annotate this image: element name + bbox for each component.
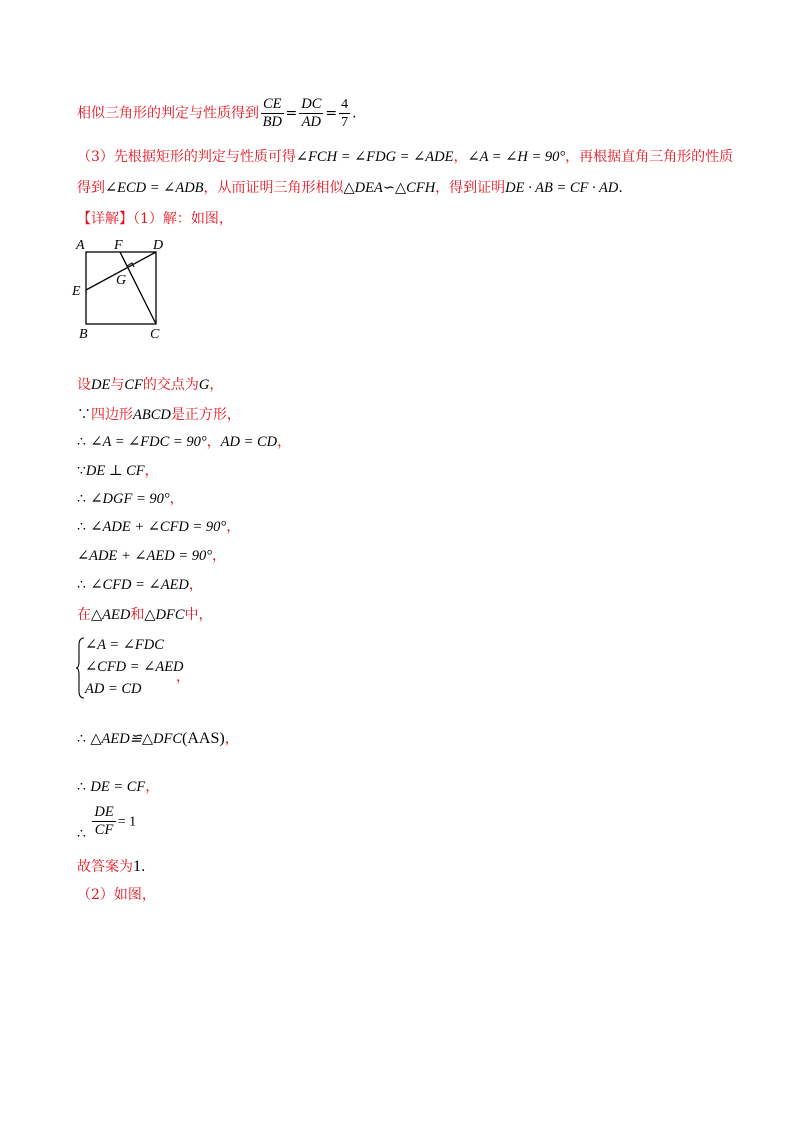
- label-e: E: [72, 284, 81, 299]
- math: DE = CF: [90, 779, 146, 795]
- equation: ∠CFD = ∠AED: [85, 659, 184, 675]
- math: ∠A = ∠FDC = 90°: [90, 434, 207, 450]
- fraction: [339, 96, 350, 131]
- text: 在: [77, 607, 91, 623]
- math: ∠DGF = 90°: [90, 491, 170, 507]
- period: .: [352, 105, 357, 122]
- period: .: [618, 180, 623, 196]
- text: ，得到证明: [435, 180, 506, 196]
- math: △DEA∽△CFH: [343, 180, 436, 196]
- denominator: BD: [262, 114, 282, 130]
- text: ，: [206, 434, 221, 450]
- text: ，: [144, 463, 159, 479]
- text-line: [77, 776, 159, 796]
- text-line: [77, 374, 223, 394]
- math: ∠FCH = ∠FDG = ∠ADE: [295, 149, 454, 165]
- text: ，: [188, 577, 203, 593]
- math: G: [198, 377, 210, 393]
- numerator: 4: [341, 97, 349, 112]
- label-d: D: [153, 238, 164, 253]
- therefore-symbol: ∴: [77, 434, 86, 450]
- equals: =: [325, 105, 338, 122]
- square-abcd: [86, 252, 156, 324]
- text: ，: [224, 731, 239, 747]
- math: DE: [91, 377, 111, 393]
- math: = 1: [117, 814, 137, 830]
- math: 1: [133, 858, 141, 875]
- math: ∠ADE + ∠AED = 90°: [77, 548, 213, 564]
- text: ，: [145, 779, 160, 795]
- text: 四边形: [91, 407, 133, 423]
- numerator: CE: [263, 96, 282, 112]
- text-line: [77, 460, 159, 480]
- text-line: [77, 96, 357, 131]
- therefore-symbol: ∴: [77, 731, 86, 747]
- text-line: [77, 856, 145, 876]
- math: ∠ADE + ∠CFD = 90°: [90, 519, 227, 535]
- text-line: [77, 804, 137, 842]
- equation: ∠A = ∠FDC: [85, 637, 164, 653]
- math: ABCD: [133, 407, 171, 423]
- text: ，: [453, 149, 468, 165]
- text: ，: [169, 491, 184, 507]
- fraction: [92, 804, 115, 839]
- detail-heading: 【详解】（1）解：如图，: [77, 211, 233, 227]
- label-g: G: [116, 273, 127, 288]
- math: (AAS): [182, 730, 225, 747]
- text-line: [77, 728, 239, 748]
- text: 与: [110, 377, 125, 393]
- therefore-symbol: ∴: [77, 779, 86, 795]
- text: ，从而证明三角形相似: [203, 180, 344, 196]
- text-line: [77, 545, 226, 565]
- text: （3）先根据矩形的判定与性质可得: [77, 149, 296, 165]
- math: DE · AB = CF · AD: [505, 180, 619, 196]
- because-symbol: ∵: [77, 407, 91, 423]
- math: ∠CFD = ∠AED: [90, 577, 189, 593]
- label-c: C: [150, 327, 160, 342]
- text-line: [77, 177, 623, 197]
- math: AD = CD: [220, 434, 278, 450]
- text: 和: [130, 607, 145, 623]
- equation-system: [85, 634, 184, 700]
- therefore-symbol: ∴: [77, 491, 86, 507]
- text: 中，: [184, 607, 213, 623]
- denominator: CF: [94, 822, 114, 838]
- text: 是正方形，: [170, 407, 241, 423]
- numerator: DC: [301, 96, 322, 112]
- numerator: DE: [94, 804, 114, 820]
- math: △AED≌△DFC: [90, 731, 183, 747]
- therefore-symbol: ∴: [77, 519, 86, 535]
- text-line: [77, 488, 184, 508]
- equation: AD = CD: [85, 681, 142, 697]
- text-line: （2）如图，: [77, 887, 156, 903]
- denominator: AD: [301, 114, 322, 130]
- denominator: 7: [341, 115, 349, 130]
- comma: ，: [176, 669, 190, 685]
- text: ，: [209, 377, 224, 393]
- therefore-symbol: ∴: [77, 825, 86, 842]
- square-figure: [70, 233, 180, 345]
- text-line: [77, 146, 733, 166]
- text-line: [77, 431, 291, 451]
- text: 故答案为: [77, 859, 133, 875]
- math: ∠A = ∠H = 90°: [467, 149, 566, 165]
- equals: =: [285, 105, 298, 122]
- text: ，: [226, 519, 241, 535]
- therefore-symbol: ∴: [77, 577, 86, 593]
- math: CF: [124, 377, 143, 393]
- period: .: [141, 859, 146, 875]
- text-line: [77, 604, 213, 624]
- segment-cf: [120, 252, 156, 324]
- because-symbol: ∵: [77, 463, 86, 479]
- text: ，再根据直角三角形的性质: [565, 149, 734, 165]
- math: △DFC: [144, 607, 185, 623]
- fraction: [299, 96, 323, 131]
- math: DE ⊥ CF: [85, 463, 145, 479]
- text: 相似三角形的判定与性质得到: [77, 105, 259, 122]
- label-b: B: [79, 327, 88, 342]
- text: 设: [77, 377, 91, 393]
- text-line: [77, 516, 240, 536]
- text: ，: [277, 434, 292, 450]
- text-line: [77, 404, 241, 424]
- math: ∠ECD = ∠ADB: [105, 180, 204, 196]
- text: 的交点为: [142, 377, 199, 393]
- text-line: [77, 574, 203, 594]
- math: △AED: [91, 607, 131, 623]
- label-a: A: [76, 238, 85, 253]
- text: ，: [212, 548, 227, 564]
- text: 得到: [77, 180, 105, 196]
- fraction: [261, 96, 284, 131]
- label-f: F: [114, 238, 123, 253]
